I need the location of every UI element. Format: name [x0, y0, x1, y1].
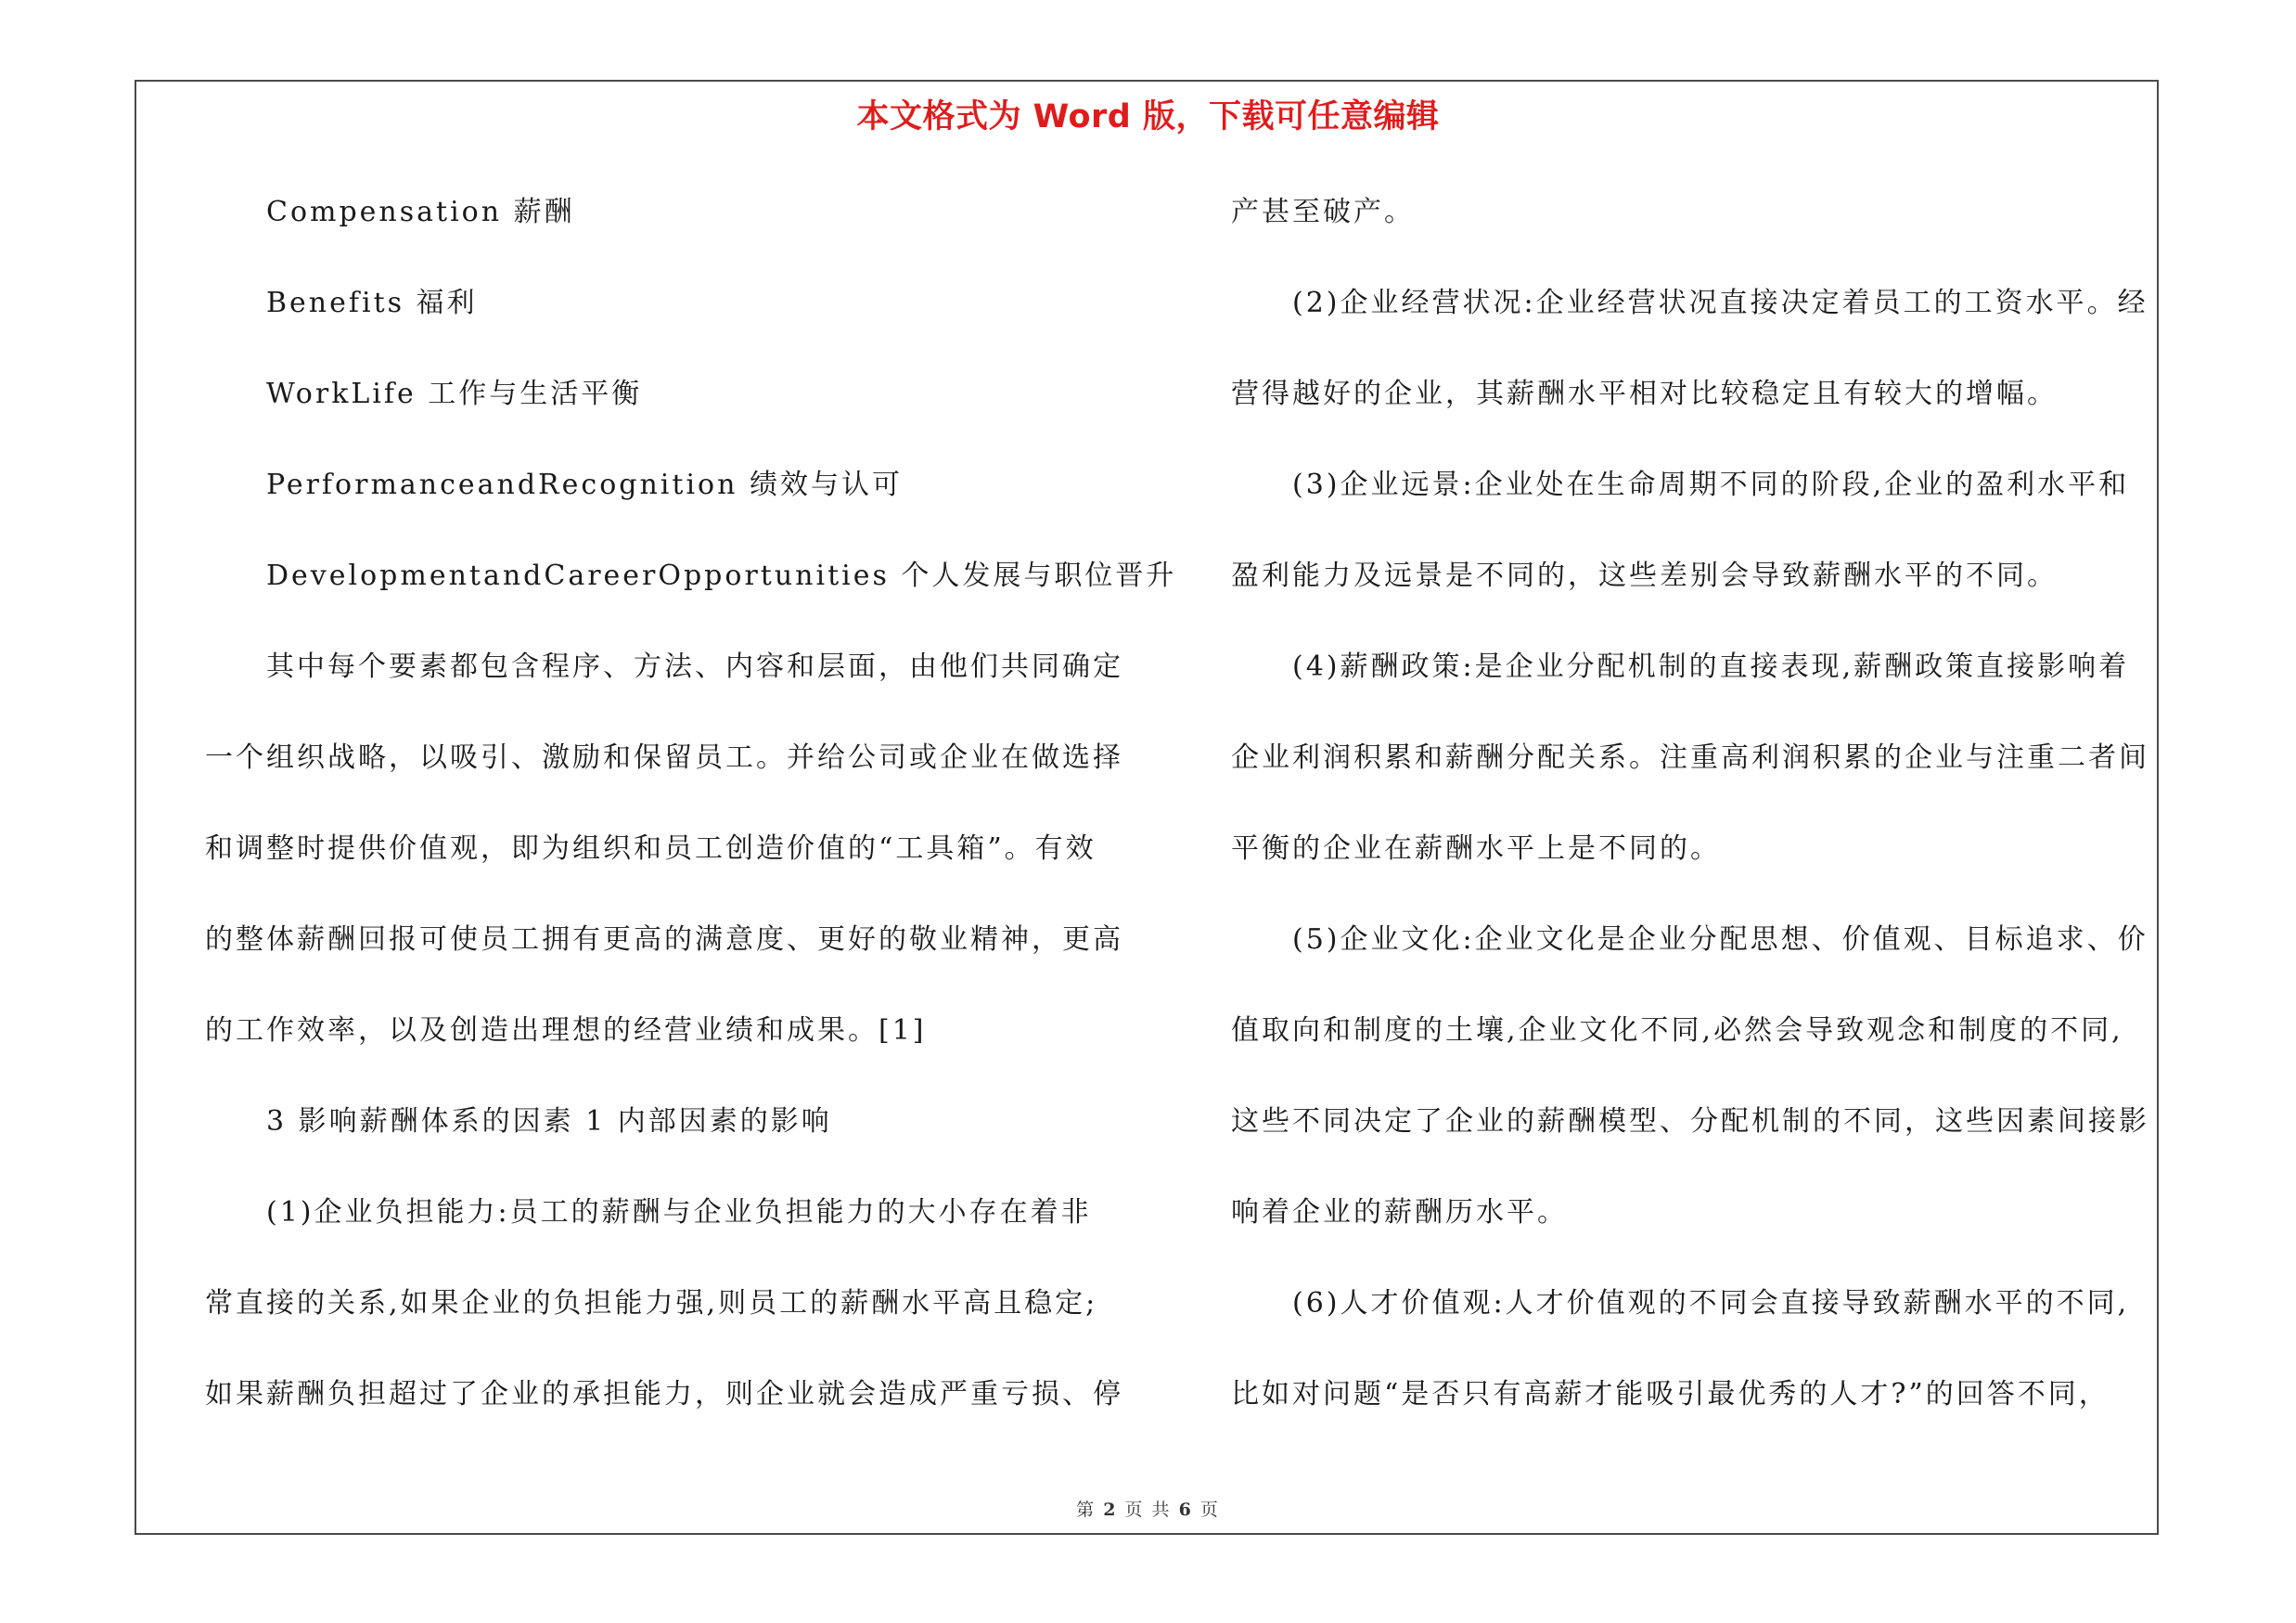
- paragraph-line: 的整体薪酬回报可使员工拥有更高的满意度、更好的敬业精神，更高: [205, 923, 1123, 956]
- paragraph-line: 和调整时提供价值观，即为组织和员工创造价值的“工具箱”。有效: [205, 832, 1097, 865]
- header-banner: 本文格式为 Word 版，下载可任意编辑: [856, 98, 1440, 135]
- paragraph-line: 这些不同决定了企业的薪酬模型、分配机制的不同，这些因素间接影: [1231, 1105, 2149, 1138]
- paragraph-line: 的工作效率，以及创造出理想的经营业绩和成果。[1]: [205, 1014, 927, 1047]
- paragraph-line: 比如对问题“是否只有高薪才能吸引最优秀的人才?”的回答不同，: [1231, 1378, 2110, 1410]
- paragraph-line: 一个组织战略，以吸引、激励和保留员工。并给公司或企业在做选择: [205, 741, 1123, 774]
- footer-suffix: 页: [1199, 1500, 1220, 1520]
- paragraph-line: 盈利能力及远景是不同的，这些差别会导致薪酬水平的不同。: [1231, 560, 2058, 592]
- paragraph-line: 响着企业的薪酬历水平。: [1231, 1196, 1568, 1229]
- footer-middle: 页 共: [1124, 1500, 1172, 1520]
- paragraph-line: 产甚至破产。: [1231, 196, 1415, 228]
- paragraph-line: 常直接的关系,如果企业的负担能力强,则员工的薪酬水平高且稳定;: [205, 1287, 1098, 1320]
- right-column: [1231, 182, 2159, 1455]
- paragraph-line: (2)企业经营状况:企业经营状况直接决定着员工的工资水平。经: [1292, 287, 2148, 319]
- page-footer: [0, 1496, 2296, 1521]
- footer-total-pages: 6: [1178, 1500, 1193, 1520]
- paragraph-line: 值取向和制度的土壤,企业文化不同,必然会导致观念和制度的不同,: [1231, 1014, 2123, 1047]
- paragraph-line: 企业利润积累和薪酬分配关系。注重高利润积累的企业与注重二者间: [1231, 741, 2149, 774]
- left-column: [205, 182, 1177, 1455]
- paragraph-line: 如果薪酬负担超过了企业的承担能力，则企业就会造成严重亏损、停: [205, 1378, 1123, 1410]
- paragraph-line: Compensation 薪酬: [266, 196, 575, 228]
- paragraph-line: (4)薪酬政策:是企业分配机制的直接表现,薪酬政策直接影响着: [1292, 650, 2130, 683]
- paragraph-line: PerformanceandRecognition 绩效与认可: [266, 469, 903, 501]
- footer-prefix: 第: [1076, 1500, 1097, 1520]
- paragraph-line: Benefits 福利: [266, 287, 478, 319]
- section-heading: 3 影响薪酬体系的因素 1 内部因素的影响: [266, 1105, 832, 1138]
- paragraph-line: 平衡的企业在薪酬水平上是不同的。: [1231, 832, 1721, 865]
- paragraph-line: 营得越好的企业，其薪酬水平相对比较稳定且有较大的增幅。: [1231, 378, 2058, 410]
- paragraph-line: DevelopmentandCareerOpportunities 个人发展与职位晋升: [266, 560, 1177, 592]
- paragraph-line: (3)企业远景:企业处在生命周期不同的阶段,企业的盈利水平和: [1292, 469, 2130, 501]
- paragraph-line: WorkLife 工作与生活平衡: [266, 378, 643, 410]
- footer-page-number: 2: [1103, 1500, 1118, 1520]
- paragraph-line: (6)人才价值观:人才价值观的不同会直接导致薪酬水平的不同,: [1292, 1287, 2130, 1320]
- paragraph-line: (1)企业负担能力:员工的薪酬与企业负担能力的大小存在着非: [266, 1196, 1092, 1229]
- paragraph-line: (5)企业文化:企业文化是企业分配思想、价值观、目标追求、价: [1292, 923, 2148, 956]
- paragraph-line: 其中每个要素都包含程序、方法、内容和层面，由他们共同确定: [266, 650, 1123, 683]
